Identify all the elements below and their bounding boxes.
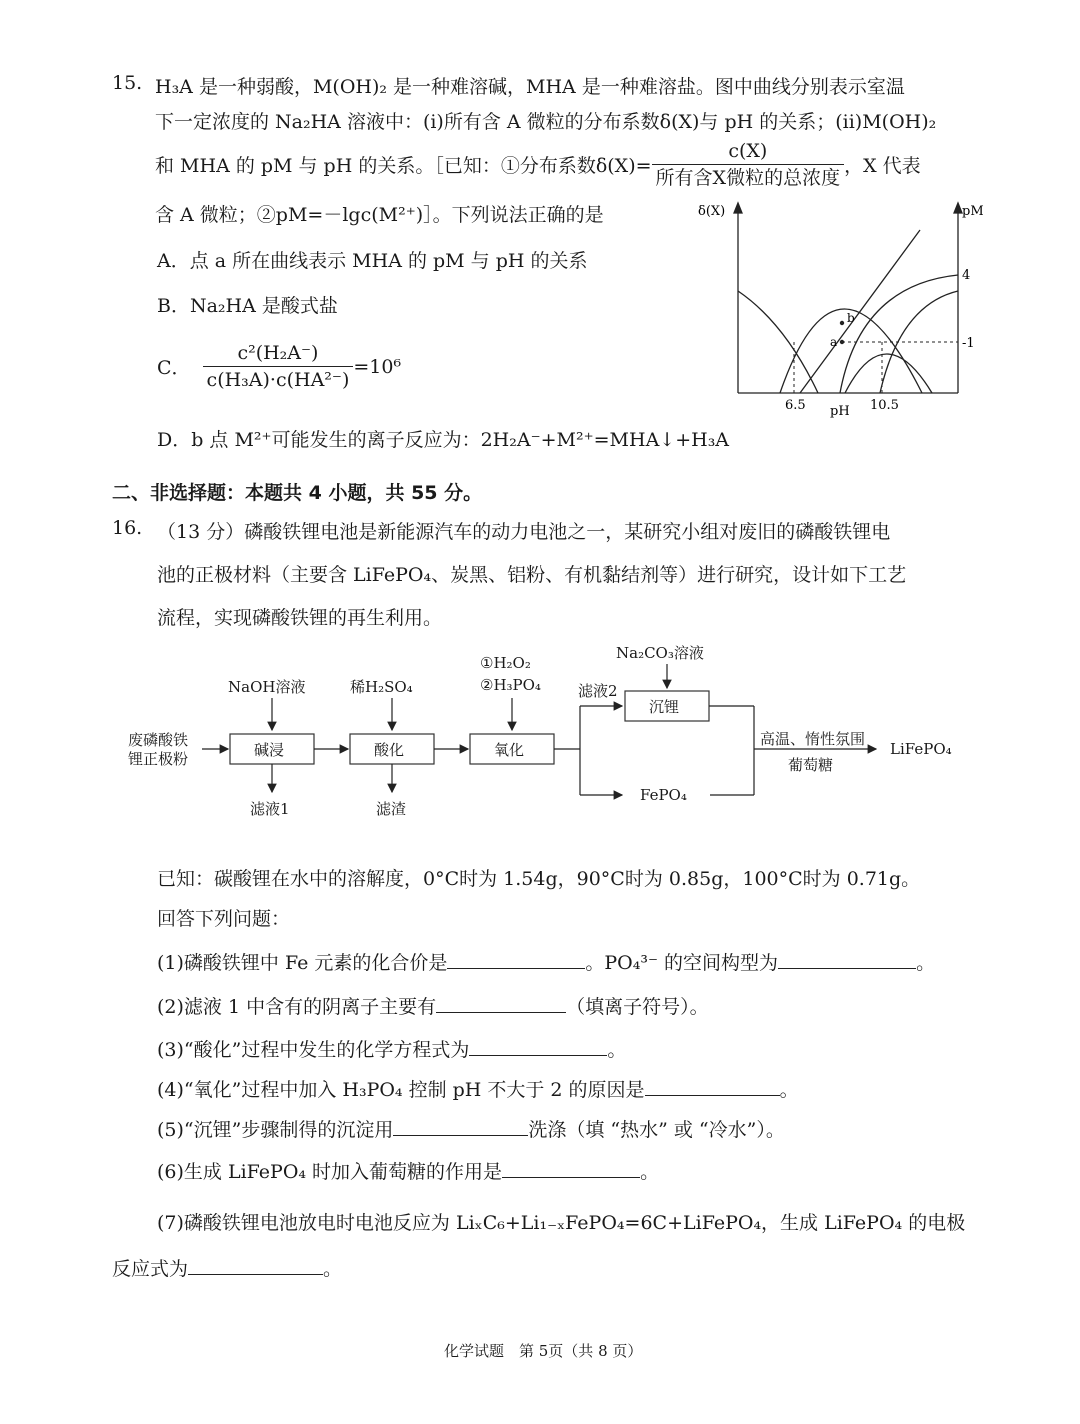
fraction-denominator: 所有含X微粒的总浓度 bbox=[655, 167, 841, 189]
sub4-text-a: (4)“氧化”过程中加入 H₃PO₄ 控制 pH 不大于 2 的原因是 bbox=[157, 1079, 645, 1101]
sub6-text-a: (6)生成 LiFePO₄ 时加入葡萄糖的作用是 bbox=[157, 1161, 503, 1183]
answer-blank-7[interactable] bbox=[188, 1256, 323, 1275]
condition-top: 高温、惰性氛围 bbox=[760, 730, 866, 748]
sub2-text-b: （填离子符号）。 bbox=[566, 996, 709, 1018]
condition-bottom: 葡萄糖 bbox=[788, 756, 834, 774]
filtrate2-label: 滤液2 bbox=[578, 682, 618, 700]
line-mha-pm bbox=[840, 275, 958, 393]
fepo4-label: FePO₄ bbox=[640, 786, 687, 804]
sub6-text-b: 。 bbox=[640, 1161, 660, 1183]
tick-right-minus1: -1 bbox=[962, 336, 975, 351]
q15-option-b: B．Na₂HA 是酸式盐 bbox=[157, 295, 338, 317]
answer-blank-6[interactable] bbox=[502, 1159, 640, 1178]
start-material-line1: 废磷酸铁 bbox=[128, 731, 189, 749]
q16-line1: （13 分）磷酸铁锂电池是新能源汽车的动力电池之一，某研究小组对废旧的磷酸铁锂电 bbox=[157, 521, 891, 543]
q15-line3-pre: 和 MHA 的 pM 与 pH 的关系。［已知：①分布系数δ(X)= bbox=[155, 155, 652, 177]
q15-option-a: A．点 a 所在曲线表示 MHA 的 pM 与 pH 的关系 bbox=[157, 250, 588, 272]
sub-question-7-line2 bbox=[112, 1254, 342, 1281]
sub7-text: 反应式为 bbox=[112, 1258, 189, 1280]
sub3-text-b: 。 bbox=[607, 1039, 627, 1061]
input-h2so4: 稀H₂SO₄ bbox=[350, 678, 413, 696]
curve-h3a bbox=[738, 291, 818, 393]
right-axis-arrow bbox=[954, 203, 962, 213]
ylabel-left: δ(X) bbox=[698, 204, 726, 219]
point-b bbox=[840, 321, 844, 325]
sub7-end: 。 bbox=[323, 1258, 343, 1280]
fraction-numerator: c(X) bbox=[652, 138, 845, 165]
option-c-label: C． bbox=[157, 357, 191, 379]
option-c-rhs: =10⁶ bbox=[353, 355, 402, 378]
answer-blank-4[interactable] bbox=[645, 1077, 780, 1096]
answer-blank-1b[interactable] bbox=[778, 950, 916, 969]
tick-right-4: 4 bbox=[962, 268, 971, 283]
label-b: b bbox=[847, 311, 855, 325]
answer-prompt: 回答下列问题： bbox=[157, 908, 291, 930]
sub2-text-a: (2)滤液 1 中含有的阴离子主要有 bbox=[157, 996, 437, 1018]
sub-question-2 bbox=[157, 992, 709, 1019]
q15-number: 15. bbox=[112, 72, 143, 94]
sub-question-3 bbox=[157, 1035, 626, 1062]
q15-line2: 下一定浓度的 Na₂HA 溶液中：(i)所有含 A 微粒的分布系数δ(X)与 pH 的关系；(ii)M(OH)₂ bbox=[155, 111, 937, 133]
q16-line3: 流程，实现磷酸铁锂的再生利用。 bbox=[157, 607, 443, 629]
sub1-text-b: 。PO₄³⁻ 的空间构型为 bbox=[585, 952, 779, 974]
answer-blank-2[interactable] bbox=[436, 994, 566, 1013]
sub-question-4 bbox=[157, 1075, 799, 1102]
option-c-numerator: c²(H₂A⁻) bbox=[203, 340, 354, 367]
label-a: a bbox=[830, 335, 838, 349]
point-a bbox=[840, 340, 844, 344]
box-precipitate-li-label: 沉锂 bbox=[649, 698, 680, 716]
sub-question-5 bbox=[157, 1115, 785, 1142]
q15-option-c bbox=[157, 340, 401, 393]
xlabel: pH bbox=[830, 404, 850, 419]
left-axis-arrow bbox=[734, 203, 742, 213]
process-flowchart bbox=[120, 640, 980, 830]
sub-question-1 bbox=[157, 948, 935, 975]
q16-number: 16. bbox=[112, 517, 143, 539]
q15-option-d: D．b 点 M²⁺可能发生的离子反应为：2H₂A⁻+M²⁺=MHA↓+H₃A bbox=[157, 429, 730, 451]
sub-question-6 bbox=[157, 1157, 659, 1184]
tick-105: 10.5 bbox=[870, 398, 899, 413]
sub3-text-a: (3)“酸化”过程中发生的化学方程式为 bbox=[157, 1039, 470, 1061]
box-acidify-label: 酸化 bbox=[374, 741, 405, 759]
q15-line1: H₃A 是一种弱酸，M(OH)₂ 是一种难溶碱，MHA 是一种难溶盐。图中曲线分别表示室温 bbox=[155, 76, 905, 98]
sub-question-7-line1: (7)磷酸铁锂电池放电时电池反应为 LiₓC₆+Li₁₋ₓFePO₄=6C+LiFePO₄，生成 LiFePO₄ 的电极 bbox=[157, 1212, 966, 1234]
q15-line3 bbox=[155, 138, 921, 191]
distribution-chart bbox=[690, 195, 990, 425]
answer-blank-5[interactable] bbox=[393, 1117, 528, 1136]
box-alkali-leach-label: 碱浸 bbox=[254, 741, 285, 759]
section-2-heading: 二、非选择题：本题共 4 小题，共 55 分。 bbox=[112, 482, 483, 504]
answer-blank-3[interactable] bbox=[469, 1037, 607, 1056]
input-na2co3: Na₂CO₃溶液 bbox=[616, 644, 704, 662]
product-label: LiFePO₄ bbox=[890, 740, 952, 758]
start-material-line2: 锂正极粉 bbox=[128, 750, 189, 768]
input-h3po4: ②H₃PO₄ bbox=[480, 676, 541, 694]
ylabel-right: pM bbox=[962, 204, 984, 219]
tick-65: 6.5 bbox=[785, 398, 806, 413]
sub5-text-a: (5)“沉锂”步骤制得的沉淀用 bbox=[157, 1119, 394, 1141]
option-c-denominator: c(H₃A)·c(HA²⁻) bbox=[206, 369, 350, 391]
sub1-text-c: 。 bbox=[916, 952, 936, 974]
sub5-text-b: 洗涤（填 “热水” 或 “冷水”）。 bbox=[528, 1119, 785, 1141]
q16-line2: 池的正极材料（主要含 LiFePO₄、炭黑、铝粉、有机黏结剂等）进行研究，设计如下工艺 bbox=[157, 564, 907, 586]
input-naoh: NaOH溶液 bbox=[228, 678, 306, 696]
output-residue: 滤渣 bbox=[376, 800, 407, 818]
sub4-text-b: 。 bbox=[779, 1079, 799, 1101]
option-c-fraction bbox=[203, 340, 354, 393]
known-info: 已知：碳酸锂在水中的溶解度，0°C时为 1.54g，90°C时为 0.85g，100°C时为 0.71g。 bbox=[157, 868, 921, 890]
q15-line4: 含 A 微粒；②pM=－lgc(M²⁺)］。下列说法正确的是 bbox=[155, 204, 604, 226]
page-footer: 化学试题 第 5页（共 8 页） bbox=[444, 1342, 643, 1360]
input-h2o2: ①H₂O₂ bbox=[480, 654, 531, 672]
answer-blank-1a[interactable] bbox=[447, 950, 585, 969]
output-filtrate1: 滤液1 bbox=[250, 800, 290, 818]
sub1-text-a: (1)磷酸铁锂中 Fe 元素的化合价是 bbox=[157, 952, 448, 974]
distribution-fraction bbox=[652, 138, 845, 191]
box-oxidize-label: 氧化 bbox=[494, 741, 525, 759]
q15-line3-post: ，X 代表 bbox=[844, 155, 921, 177]
